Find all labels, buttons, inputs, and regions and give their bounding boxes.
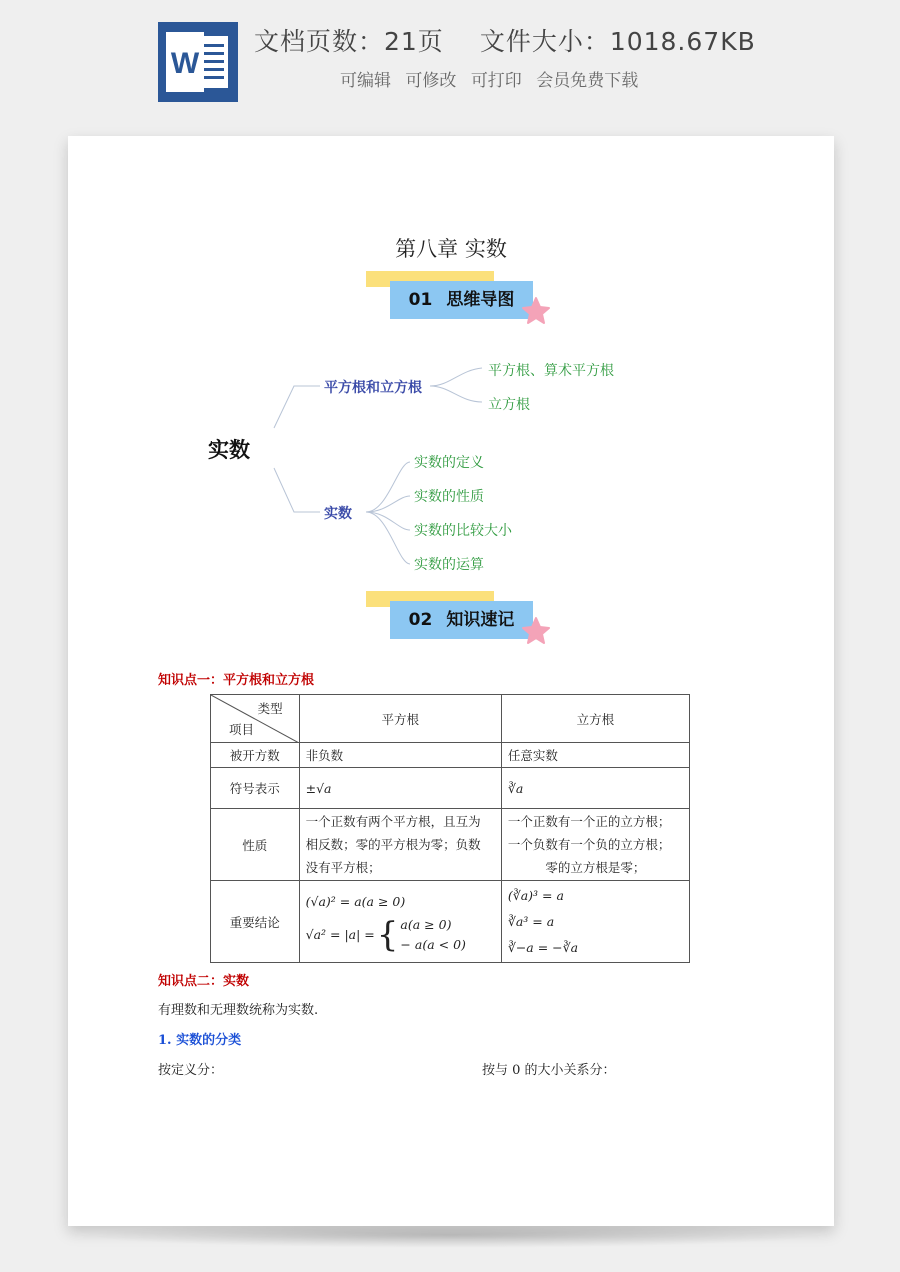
diagonal-line: [211, 695, 299, 743]
banner-text: 02 知识速记: [408, 610, 515, 630]
feature-modifiable: 可修改: [405, 71, 457, 91]
mindmap-branch-roots: 平方根和立方根: [324, 380, 422, 396]
file-size: 文件大小：1018.67KB: [479, 27, 756, 56]
corner-item-label: 项目: [229, 722, 255, 737]
table-row: [211, 768, 690, 809]
row-label: 符号表示: [211, 768, 300, 809]
table-cell: ±√a: [299, 768, 501, 809]
cell-line: 没有平方根；: [305, 860, 381, 875]
table-header-row: [211, 695, 690, 743]
document-page: [68, 136, 834, 1226]
real-number-definition: 有理数和无理数统称为实数.: [158, 1003, 319, 1018]
feature-printable: 可打印: [470, 71, 522, 91]
feature-member-download: 会员免费下载: [536, 71, 639, 91]
section-banner-notes: [366, 591, 556, 649]
chapter-title: 第八章 实数: [395, 237, 507, 261]
mindmap-leaf: 平方根、算术平方根: [488, 363, 614, 379]
table-cell: 非负数: [299, 743, 501, 768]
banner-text: 01 思维导图: [408, 290, 515, 310]
roots-comparison-table: [210, 694, 690, 963]
knowledge-point-2-heading: 知识点二：实数: [158, 974, 250, 989]
mindmap-leaf: 实数的比较大小: [414, 523, 512, 539]
document-info-title: [254, 22, 756, 58]
classify-by-definition: 按定义分：: [158, 1063, 224, 1078]
table-cell: [299, 809, 501, 881]
formula-line: (√a)² = a(a ≥ 0): [305, 893, 406, 909]
cell-line: 相反数；零的平方根为零；负数: [305, 837, 481, 852]
table-row: [211, 809, 690, 881]
formula-line: (∛a)³ = a: [507, 887, 564, 903]
word-letter: W: [170, 47, 200, 80]
formula-lhs: √a² = |a| =: [305, 927, 375, 942]
cell-line: 一个正数有一个正的立方根；: [507, 814, 671, 829]
classify-by-sign: 按与 0 的大小关系分：: [482, 1063, 616, 1078]
table-row: [211, 881, 690, 963]
mindmap-branch-real-numbers: 实数: [324, 506, 352, 522]
page-count: 文档页数：21页: [254, 27, 444, 56]
mindmap-leaf: 立方根: [488, 397, 530, 413]
knowledge-point-1-heading: 知识点一：平方根和立方根: [158, 673, 315, 688]
table-corner-cell: [211, 695, 300, 743]
word-document-icon: [158, 22, 238, 102]
feature-editable: 可编辑: [340, 71, 391, 91]
table-cell: ∛a: [501, 768, 689, 809]
formula-line: ∛a³ = a: [507, 913, 555, 929]
mindmap-leaf: 实数的性质: [414, 489, 484, 505]
feature-list: [340, 66, 647, 91]
classification-heading: 1. 实数的分类: [158, 1033, 242, 1048]
formula-line: ∛−a = −∛a: [507, 939, 579, 955]
star-icon: [521, 616, 551, 646]
column-header-cbrt: 立方根: [501, 695, 689, 743]
cell-line: 一个正数有两个平方根，且互为: [305, 814, 481, 829]
row-label: 重要结论: [211, 881, 300, 963]
brace: {: [376, 914, 399, 955]
cell-line: 零的立方根是零；: [545, 860, 646, 875]
row-label: 被开方数: [211, 743, 300, 768]
cell-line: 一个负数有一个负的立方根；: [507, 837, 671, 852]
table-row: [211, 743, 690, 768]
formula-case: a(a ≥ 0): [400, 916, 452, 932]
mindmap-leaf: 实数的运算: [414, 557, 484, 573]
mindmap-root: 实数: [208, 438, 250, 462]
table-cell: 任意实数: [501, 743, 689, 768]
corner-type-label: 类型: [257, 701, 283, 716]
table-cell: [501, 881, 689, 963]
table-cell: [299, 881, 501, 963]
mindmap-leaf: 实数的定义: [414, 455, 484, 471]
column-header-sqrt: 平方根: [299, 695, 501, 743]
formula-case: − a(a < 0): [400, 936, 466, 952]
piecewise-formula: [306, 915, 495, 955]
table-cell: [501, 809, 689, 881]
formula-cases: [400, 915, 465, 955]
row-label: 性质: [211, 809, 300, 881]
